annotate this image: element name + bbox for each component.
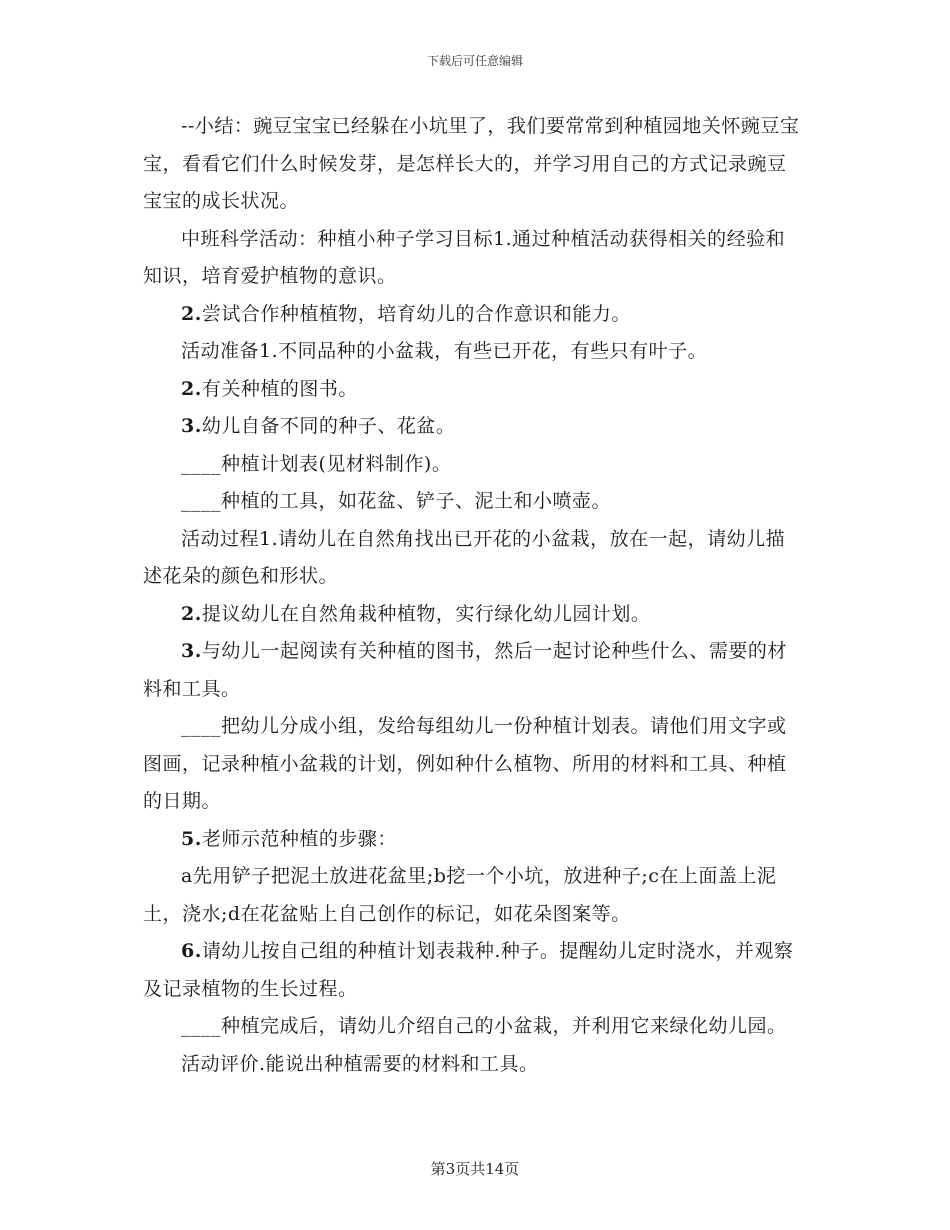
- paragraph: ____种植完成后，请幼儿介绍自己的小盆栽，并利用它来绿化幼儿园。: [181, 1015, 787, 1037]
- paragraph: ____种植的工具，如花盆、铲子、泥土和小喷壶。: [181, 490, 612, 512]
- paragraph: ____种植计划表(见材料制作)。: [181, 452, 452, 475]
- paragraph: 活动准备1.不同品种的小盆栽，有些已开花，有些只有叶子。: [181, 340, 708, 362]
- paragraph: 2.有关种植的图书。: [181, 377, 358, 400]
- paragraph: 6.请幼儿按自己组的种植计划表栽种.种子。提醒幼儿定时浇水，并观察及记录植物的生长过程。: [143, 940, 794, 1000]
- document-body: [143, 108, 803, 1083]
- paragraph: 活动过程1.请幼儿在自然角找出已开花的小盆栽，放在一起，请幼儿描述花朵的颜色和形状。: [143, 527, 786, 587]
- paragraph: 2.提议幼儿在自然角栽种植物，实行绿化幼儿园计划。: [181, 602, 651, 625]
- paragraph: 3.与幼儿一起阅读有关种植的图书，然后一起讨论种些什么、需要的材料和工具。: [143, 640, 787, 700]
- paragraph: 3.幼儿自备不同的种子、花盆。: [181, 415, 456, 437]
- paragraph: 中班科学活动：种植小种子学习目标1.通过种植活动获得相关的经验和知识，培育爱护植物的意识。: [143, 227, 786, 287]
- paragraph: 活动评价.能说出种植需要的材料和工具。: [181, 1052, 539, 1075]
- paragraph: 2.尝试合作种植植物，培育幼儿的合作意识和能力。: [181, 302, 631, 325]
- paragraph: a先用铲子把泥土放进花盆里;b挖一个小坑，放进种子;c在上面盖上泥土，浇水;d在花盆贴上自己创作的标记，如花朵图案等。: [143, 865, 777, 925]
- page-footer: 第3页共14页: [430, 1160, 520, 1178]
- page-header: 下载后可任意编辑: [426, 54, 523, 68]
- paragraph: 5.老师示范种植的步骤：: [181, 827, 397, 850]
- paragraph: --小结：豌豆宝宝已经躲在小坑里了，我们要常常到种植园地关怀豌豆宝宝，看看它们什么时候发芽，是怎样长大的，并学习用自己的方式记录豌豆宝宝的成长状况。: [143, 115, 800, 212]
- paragraph: ____把幼儿分成小组，发给每组幼儿一份种植计划表。请他们用文字或图画，记录种植小盆栽的计划，例如种什么植物、所用的材料和工具、种植的日期。: [143, 715, 787, 812]
